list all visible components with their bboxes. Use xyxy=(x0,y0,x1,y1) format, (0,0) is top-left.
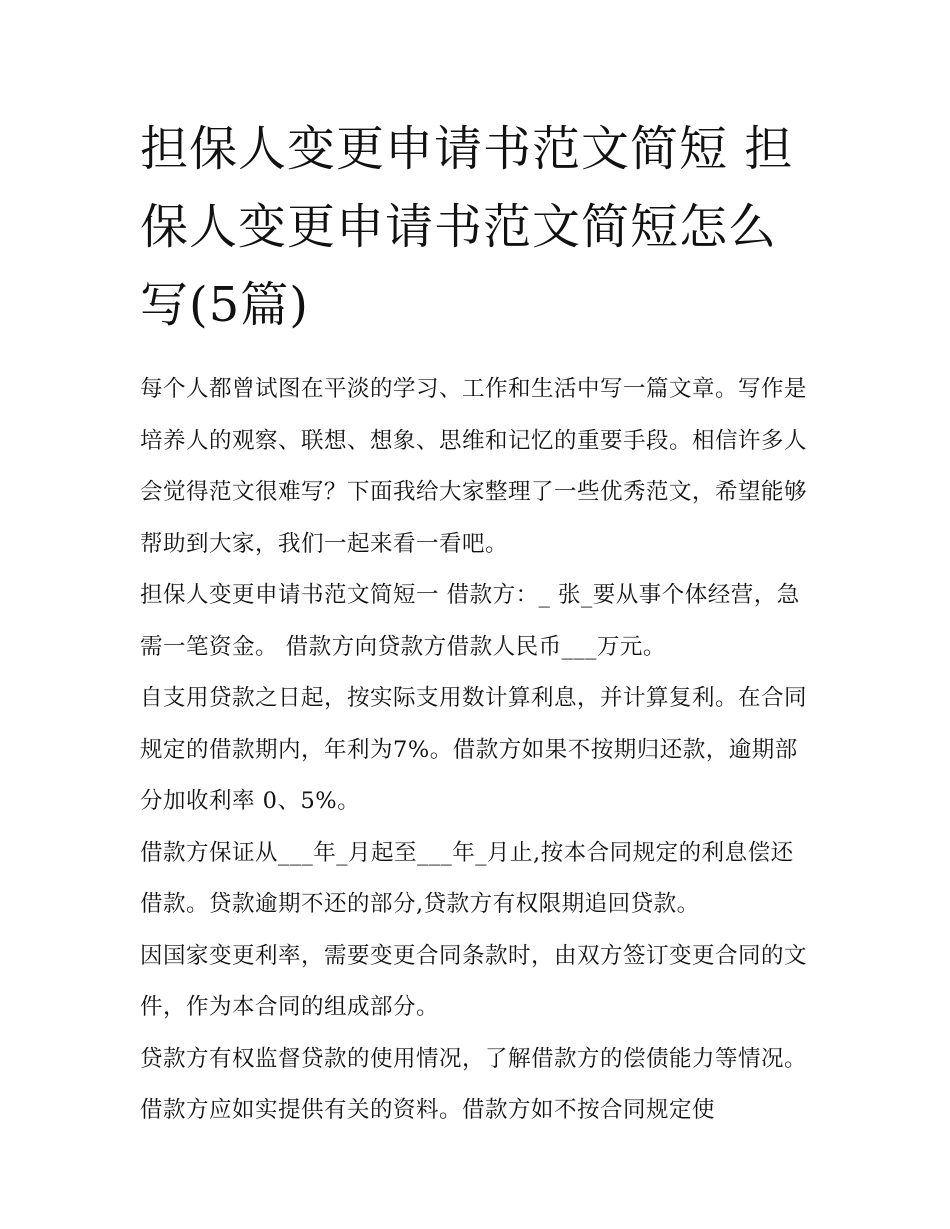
document-page xyxy=(140,110,812,1137)
body-paragraph: 担保人变更申请书范文简短一 借款方：_ 张_要从事个体经营，急需一笔资金。 借款方向贷款方借款人民币___万元。 xyxy=(140,582,800,660)
document-body xyxy=(140,364,812,1137)
body-paragraph: 自支用贷款之日起，按实际支用数计算利息，并计算复利。在合同规定的借款期内，年利为7%。借款方如果不按期归还款，逾期部分加收利率 0、5%。 xyxy=(140,685,808,814)
body-paragraph: 因国家变更利率，需要变更合同条款时，由双方签订变更合同的文件，作为本合同的组成部分。 xyxy=(140,942,808,1020)
document-title: 担保人变更申请书范文简短 担保人变更申请书范文简短怎么写(5篇) xyxy=(140,121,794,333)
body-paragraph: 贷款方有权监督贷款的使用情况，了解借款方的偿债能力等情况。借款方应如实提供有关的资料。借款方如不按合同规定使 xyxy=(140,1045,808,1123)
body-paragraph: 借款方保证从___年_月起至___年_月止,按本合同规定的利息偿还借款。贷款逾期不还的部分,贷款方有权限期追回贷款。 xyxy=(140,839,794,917)
intro-paragraph: 每个人都曾试图在平淡的学习、工作和生活中写一篇文章。写作是培养人的观察、联想、想象、思维和记忆的重要手段。相信许多人会觉得范文很难写？下面我给大家整理了一些优秀范文，希望能够帮助到大家，我们一起来看一看吧。 xyxy=(140,376,808,557)
